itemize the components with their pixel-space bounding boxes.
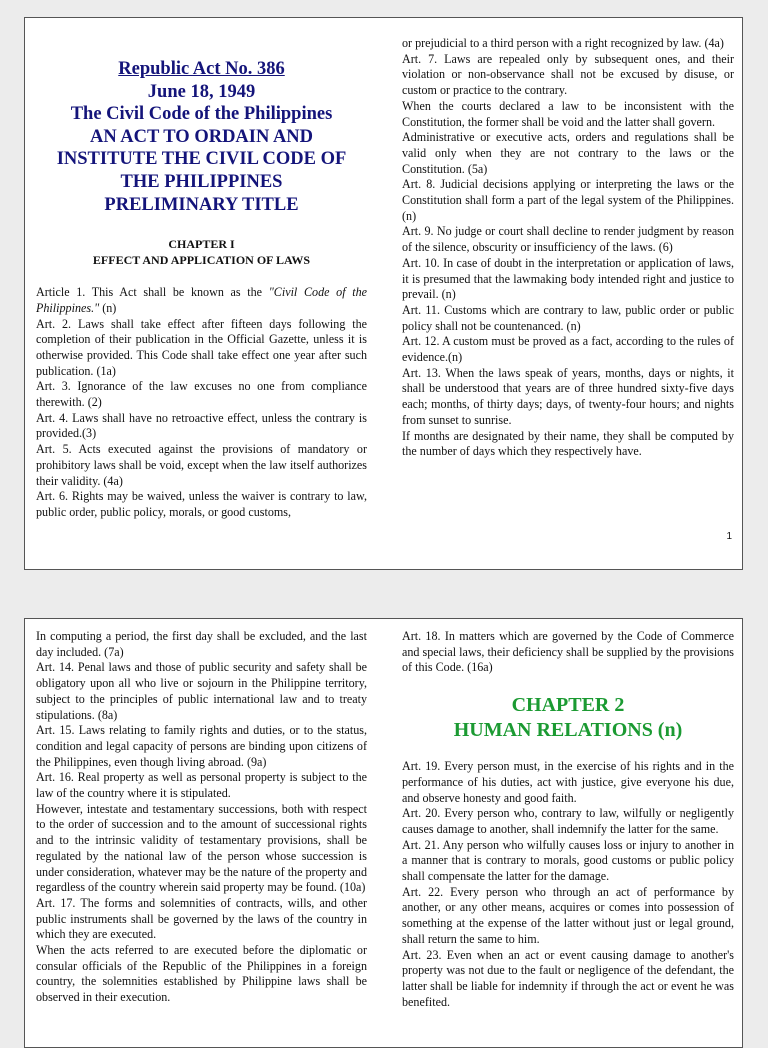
title-act-line-2: INSTITUTE THE CIVIL CODE OF [56, 149, 347, 170]
article-1-source: (n) [99, 300, 117, 315]
title-preliminary: PRELIMINARY TITLE [104, 194, 299, 215]
article-7: Art. 7. Laws are repealed only by subsequent ones, and their violation or non-observance shall not be excused by disuse, or custom or practice to the contrary. [402, 51, 734, 98]
article-18: Art. 18. In matters which are governed by the Code of Commerce and special laws, their deficiency shall be supplied by the provisions of this Code. (16a) [402, 629, 734, 675]
article-13: Art. 13. When the laws speak of years, months, days or nights, it shall be understood that years are of three hundred sixty-five days each; months, of thirty days; days, of twenty-four hours; and nights from sunset to sunrise. [402, 365, 734, 427]
article-7-para-2: When the courts declared a law to be inconsistent with the Constitution, the former shall be void and the latter shall govern. [402, 98, 734, 129]
article-3: Art. 3. Ignorance of the law excuses no one from compliance therewith. (2) [36, 379, 367, 410]
article-8: Art. 8. Judicial decisions applying or interpreting the laws or the Constitution shall form a part of the legal system of the Philippines. (n) [402, 177, 734, 223]
article-6-continued: or prejudicial to a third person with a right recognized by law. (4a) [402, 36, 724, 50]
article-13-para-3: In computing a period, the first day shall be excluded, and the last day included. (7a) [36, 629, 367, 659]
chapter-2-label: CHAPTER 2 [511, 694, 625, 717]
title-date: June 18, 1949 [147, 81, 256, 102]
chapter-1-heading [36, 236, 367, 268]
article-7-para-3: Administrative or executive acts, orders and regulations shall be valid only when they are not contrary to the laws or the Constitution. (5a) [402, 130, 734, 176]
chapter-2-title: HUMAN RELATIONS (n) [453, 718, 683, 741]
article-1-code-name: "Civil Code of the Philippines." [36, 285, 367, 315]
document-page-1 [24, 17, 743, 570]
page1-left-column [36, 58, 367, 521]
article-9: Art. 9. No judge or court shall decline to render judgment by reason of the silence, obscurity or insufficiency of the laws. (6) [402, 224, 734, 255]
article-23: Art. 23. Even when an act or event causing damage to another's property was not due to the fault or negligence of the defendant, the latter shall be liable for indemnity if through the act or event he was benefited. [402, 947, 734, 1009]
article-20: Art. 20. Every person who, contrary to law, wilfully or negligently causes damage to another, shall indemnify the latter for the same. [402, 806, 734, 836]
article-17-para-2: When the acts referred to are executed before the diplomatic or consular officials of the Republic of the Philippines in a foreign country, the solemnities established by Philippine laws shall be observed in their execution. [36, 943, 367, 1005]
document-page-2 [24, 618, 743, 1048]
page2-left-column [36, 629, 367, 1006]
article-19: Art. 19. Every person must, in the exercise of his rights and in the performance of his duties, act with justice, give everyone his due, and observe honesty and good faith. [402, 759, 734, 805]
article-16: Art. 16. Real property as well as personal property is subject to the law of the country where it is stipulated. [36, 770, 367, 801]
title-civil-code: The Civil Code of the Philippines [70, 104, 333, 125]
page1-right-column [402, 36, 734, 460]
article-11: Art. 11. Customs which are contrary to law, public order or public policy shall not be countenanced. (n) [402, 302, 734, 333]
title-act-line-3: THE PHILIPPINES [120, 171, 283, 192]
article-22: Art. 22. Every person who through an act of performance by another, or any other means, acquires or comes into possession of something at the expense of the latter without just or legal ground, shall return the same to him. [402, 884, 734, 946]
article-1 [36, 285, 367, 316]
title-act-line-1: AN ACT TO ORDAIN AND [89, 126, 314, 147]
article-13-para-2: If months are designated by their name, they shall be computed by the number of days which they respectively have. [402, 428, 734, 459]
chapter-2-heading [402, 693, 734, 742]
page-number: 1 [726, 531, 732, 542]
chapter-1-title: EFFECT AND APPLICATION OF LAWS [92, 253, 311, 268]
article-5: Art. 5. Acts executed against the provisions of mandatory or prohibitory laws shall be void, except when the law itself authorizes their validity. (4a) [36, 442, 367, 488]
article-14: Art. 14. Penal laws and those of public security and safety shall be obligatory upon all who live or sojourn in the Philippine territory, subject to the principles of public international law and to treaty stipulations. (8a) [36, 660, 367, 722]
article-17: Art. 17. The forms and solemnities of contracts, wills, and other public instruments shall be governed by the laws of the country in which they are executed. [36, 895, 367, 942]
article-15: Art. 15. Laws relating to family rights and duties, or to the status, condition and legal capacity of persons are binding upon citizens of the Philippines, even though living abroad. (9a) [36, 723, 367, 769]
article-10: Art. 10. In case of doubt in the interpretation or application of laws, it is presumed that the lawmaking body intended right and justice to prevail. (n) [402, 255, 734, 302]
title-republic-act: Republic Act No. 386 [118, 59, 285, 79]
article-2: Art. 2. Laws shall take effect after fifteen days following the completion of their publication in the Official Gazette, unless it is otherwise provided. This Code shall take effect one year after such publication. (1a) [36, 316, 367, 378]
article-4: Art. 4. Laws shall have no retroactive effect, unless the contrary is provided.(3) [36, 410, 367, 441]
page2-right-column [402, 629, 734, 1010]
article-12: Art. 12. A custom must be proved as a fact, according to the rules of evidence.(n) [402, 334, 734, 365]
article-16-para-2: However, intestate and testamentary successions, both with respect to the order of succession and to the amount of successional rights and to the intrinsic validity of testamentary provisions, shall be regulated by the national law of the person whose succession is under consideration, whatever may be the nature of the property and regardless of the country wherein said property may be found. (10a) [36, 801, 367, 895]
article-1-text: Article 1. This Act shall be known as the [36, 285, 269, 300]
article-21: Art. 21. Any person who wilfully causes loss or injury to another in a manner that is contrary to morals, good customs or public policy shall compensate the latter for the damage. [402, 837, 734, 884]
document-title-block [36, 58, 367, 216]
chapter-1-label: CHAPTER I [168, 237, 235, 252]
article-6: Art. 6. Rights may be waived, unless the waiver is contrary to law, public order, public policy, morals, or good customs, [36, 489, 367, 519]
